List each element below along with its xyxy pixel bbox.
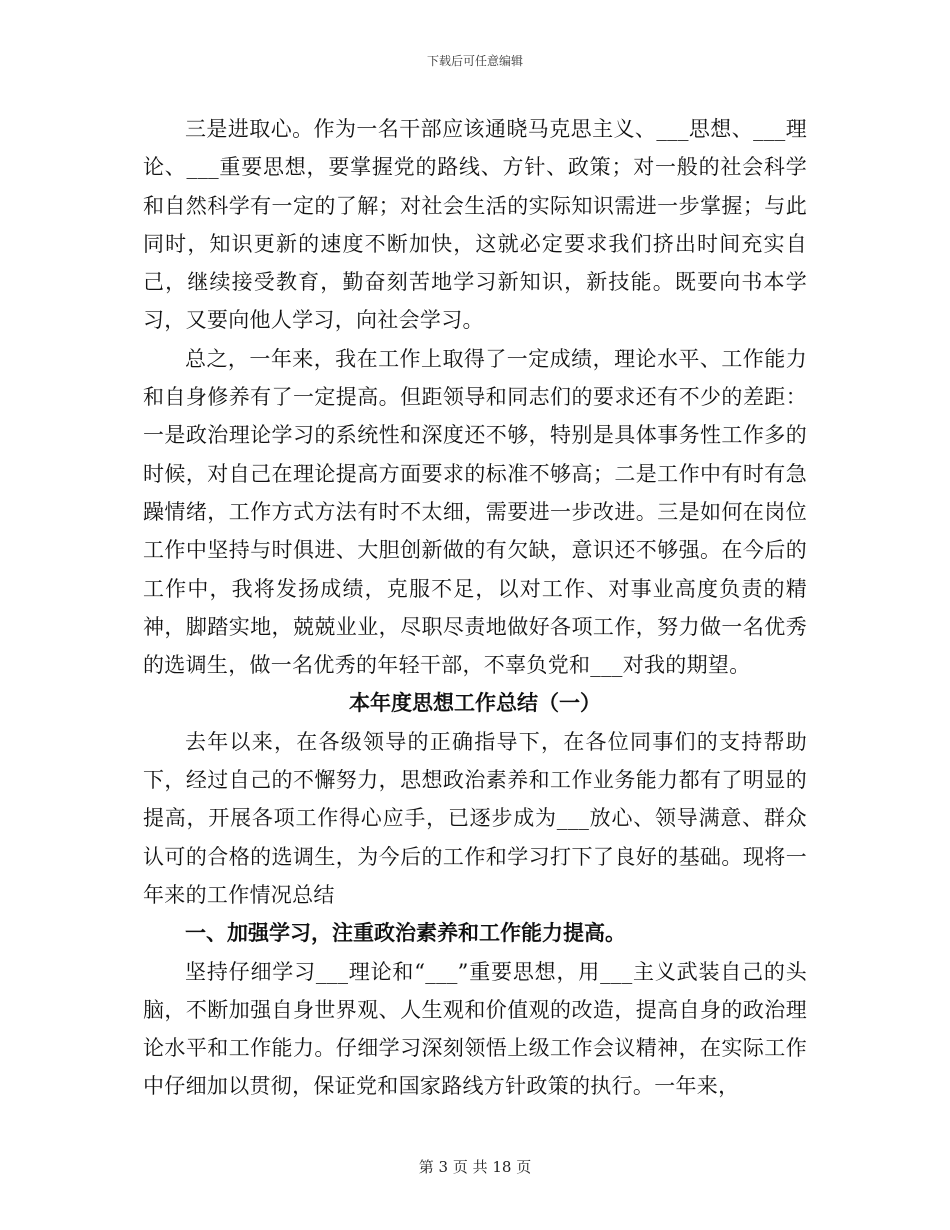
- paragraph-study: 坚持仔细学习___理论和“___”重要思想，用___主义武装自己的头脑，不断加强自身世界观、人生观和价值观的改造，提高自身的政治理论水平和工作能力。仔细学习深刻领悟上级工作会议精神，在实际工作中仔细加以贯彻，保证党和国家路线方针政策的执行。一年来，: [143, 959, 807, 1099]
- header-note: 下载后可任意编辑: [426, 54, 523, 68]
- section-heading-1: 一、加强学习，注重政治素养和工作能力提高。: [185, 920, 626, 946]
- section-title: 本年度思想工作总结（一）: [349, 690, 601, 716]
- paragraph-intro: 去年以来，在各级领导的正确指导下，在各位同事们的支持帮助下，经过自己的不懈努力，思想政治素养和工作业务能力都有了明显的提高，开展各项工作得心应手，已逐步成为___放心、领导满意、群众认可的合格的选调生，为今后的工作和学习打下了良好的基础。现将一年来的工作情况总结: [143, 729, 807, 907]
- paragraph-progress-mind: 三是进取心。作为一名干部应该通晓马克思主义、___思想、___理论、___重要思想，要掌握党的路线、方针、政策；对一般的社会科学和自然科学有一定的了解；对社会生活的实际知识需进一步掌握；与此同时，知识更新的速度不断加快，这就必定要求我们挤出时间充实自己，继续接受教育，勤奋刻苦地学习新知识，新技能。既要向书本学习，又要向他人学习，向社会学习。: [143, 117, 807, 333]
- paragraph-summary: 总之，一年来，我在工作上取得了一定成绩，理论水平、工作能力和自身修养有了一定提高。但距领导和同志们的要求还有不少的差距：一是政治理论学习的系统性和深度还不够，特别是具体事务性工作多的时候，对自己在理论提高方面要求的标准不够高；二是工作中有时有急躁情绪，工作方式方法有时不太细，需要进一步改进。三是如何在岗位工作中坚持与时俱进、大胆创新做的有欠缺，意识还不够强。在今后的工作中，我将发扬成绩，克服不足，以对工作、对事业高度负责的精神，脚踏实地，兢兢业业，尽职尽责地做好各项工作，努力做一名优秀的选调生，做一名优秀的年轻干部，不辜负党和___对我的期望。: [143, 346, 807, 678]
- document-body: [143, 110, 807, 1106]
- page-number: 第 3 页 共 18 页: [418, 1158, 532, 1176]
